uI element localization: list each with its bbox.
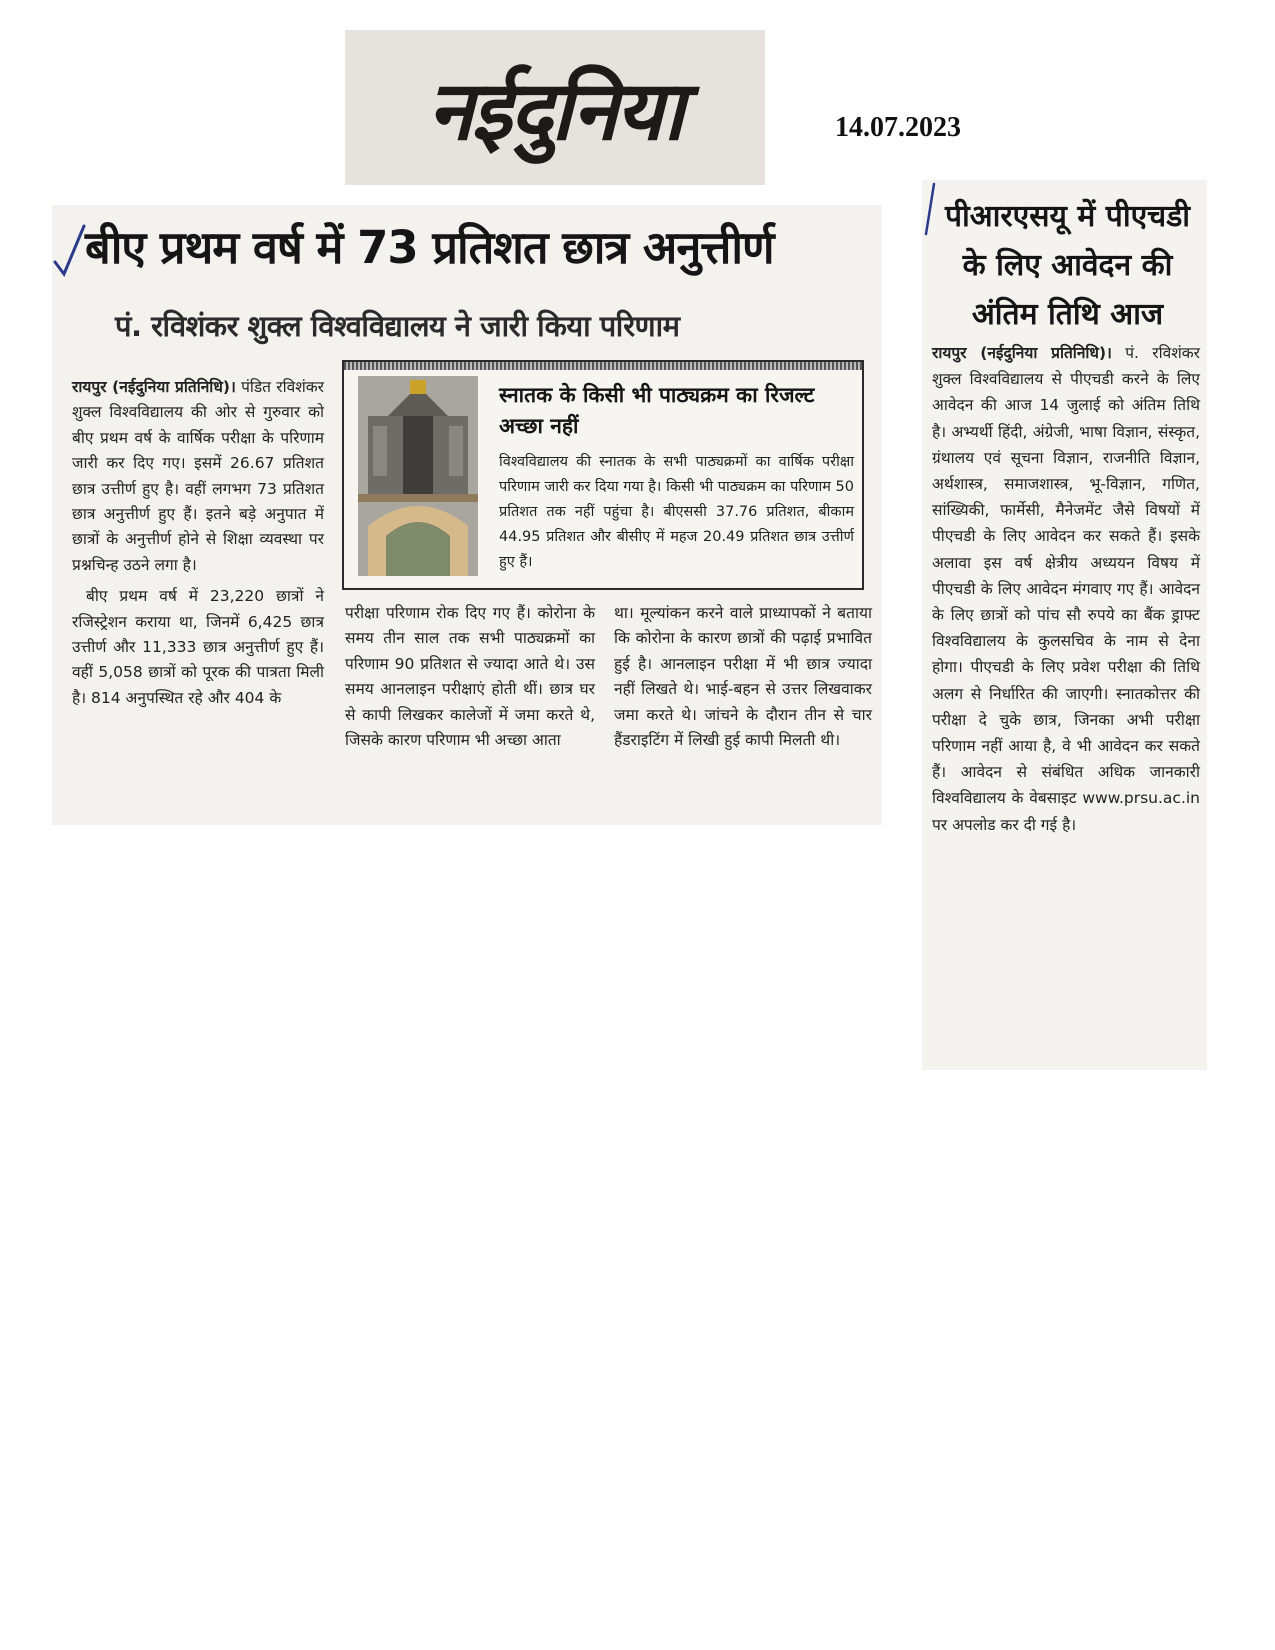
- masthead-title: नईदुनिया: [427, 63, 683, 159]
- newspaper-masthead: [345, 30, 765, 185]
- side-story-body: पं. रविशंकर शुक्ल विश्वविद्यालय से पीएचडी करने के लिए आवेदन की आज 14 जुलाई को अंतिम तिथि है। अभ्यर्थी हिंदी, अंग्रेजी, भाषा विज्ञान, संस्कृत, ग्रंथालय एवं सूचना विज्ञान, राजनीति विज्ञान, अर्थशास्त्र, समाजशास्त्र, भू-विज्ञान, गणित, सांख्यिकी, फार्मेसी, मैनेजमेंट जैसे विषयों में पीएचडी के लिए आवेदन कर सकते हैं। इसके अलावा इस वर्ष क्षेत्रीय अध्ययन विषय में पीएचडी के लिए आवेदन मंगवाए गए हैं। आवेदन के लिए छात्रों को पांच सौ रुपये का बैंक ड्राफ्ट विश्वविद्यालय के कुलसचिव के नाम से देना होगा। पीएचडी के लिए प्रवेश परीक्षा की तिथि अलग से निर्धारित की जाएगी। स्नातकोत्तर की परीक्षा दे चुके छात्र, जिनका अभी परीक्षा परिणाम नहीं आया है, वे भी आवेदन कर सकते हैं। आवेदन से संबंधित अधिक जानकारी विश्वविद्यालय के वेबसाइट www.prsu.ac.in पर अपलोड कर दी गई है।: [932, 344, 1200, 834]
- main-subheadline: पं. रविशंकर शुक्ल विश्वविद्यालय ने जारी किया परिणाम: [115, 309, 680, 343]
- box-border-decoration: [344, 362, 862, 370]
- side-byline: रायपुर (नईदुनिया प्रतिनिधि)।: [932, 344, 1112, 362]
- side-headline: पीआरएसयू में पीएचडी के लिए आवेदन की अंतिम तिथि आज: [944, 199, 1191, 332]
- main-byline: रायपुर (नईदुनिया प्रतिनिधि)।: [72, 378, 236, 396]
- side-story-text: [932, 340, 1200, 838]
- main-paragraph-1: पंडित रविशंकर शुक्ल विश्वविद्यालय की ओर से गुरुवार को बीए प्रथम वर्ष के वार्षिक परीक्षा के परिणाम जारी कर दिए गए। इसमें 26.67 प्रतिशत छात्र उत्तीर्ण हुए है। वहीं लगभग 73 प्रतिशत छात्र अनुत्तीर्ण हुए हैं। इतने बड़े अनुपात में छात्रों के अनुत्तीर्ण होने से शिक्षा व्यवस्था पर प्रश्नचिन्ह उठने लगा है।: [72, 378, 324, 574]
- box-story-body: विश्वविद्यालय की स्नातक के सभी पाठ्यक्रमों का वार्षिक परीक्षा परिणाम जारी कर दिया गया है। किसी भी पाठ्यक्रम का परिणाम 50 प्रतिशत तक नहीं पहुंचा है। बीएससी 37.76 प्रतिशत, बीकाम 44.95 प्रतिशत और बीसीए में महज 20.49 प्रतिशत छात्र उत्तीर्ण हुए हैं।: [499, 454, 854, 570]
- main-headline: बीए प्रथम वर्ष में 73 प्रतिशत छात्र अनुत्तीर्ण: [85, 221, 774, 274]
- main-column-3: था। मूल्यांकन करने वाले प्राध्यापकों ने बताया कि कोरोना के कारण छात्रों की पढ़ाई प्रभावित हुई है। आनलाइन परीक्षा में भी छात्र ज्यादा नहीं लिखते थे। भाई-बहन से उत्तर लिखवाकर जमा करते थे। जांचने के दौरान तीन से चार हैंडराइटिंग में लिखी हुई कापी मिलती थी।: [614, 604, 872, 750]
- main-column-2: परीक्षा परिणाम रोक दिए गए हैं। कोरोना के समय तीन साल तक सभी पाठ्यक्रमों का परिणाम 90 प्रतिशत से ज्यादा आते थे। उस समय आनलाइन परीक्षाएं होती थीं। छात्र घर से कापी लिखकर कालेजों में जमा करते थे, जिसके कारण परिणाम भी अच्छा आता: [345, 604, 595, 750]
- main-column-1: [72, 375, 324, 717]
- tick-mark-icon: [52, 222, 86, 282]
- main-paragraph-2: बीए प्रथम वर्ष में 23,220 छात्रों ने रजिस्ट्रेशन कराया था, जिनमें 6,425 छात्र उत्तीर्ण और 11,333 छात्र अनुत्तीर्ण हुए हैं। वहीं 5,058 छात्रों को पूरक की पात्रता मिली है। 814 अनुपस्थित रहे और 404 के: [72, 587, 324, 707]
- university-gate-photo: [358, 376, 478, 576]
- box-story-title: स्नातक के किसी भी पाठ्यक्रम का रिजल्ट अच्छा नहीं: [499, 383, 815, 438]
- boxed-story: [342, 360, 864, 590]
- publication-date: 14.07.2023: [835, 112, 961, 143]
